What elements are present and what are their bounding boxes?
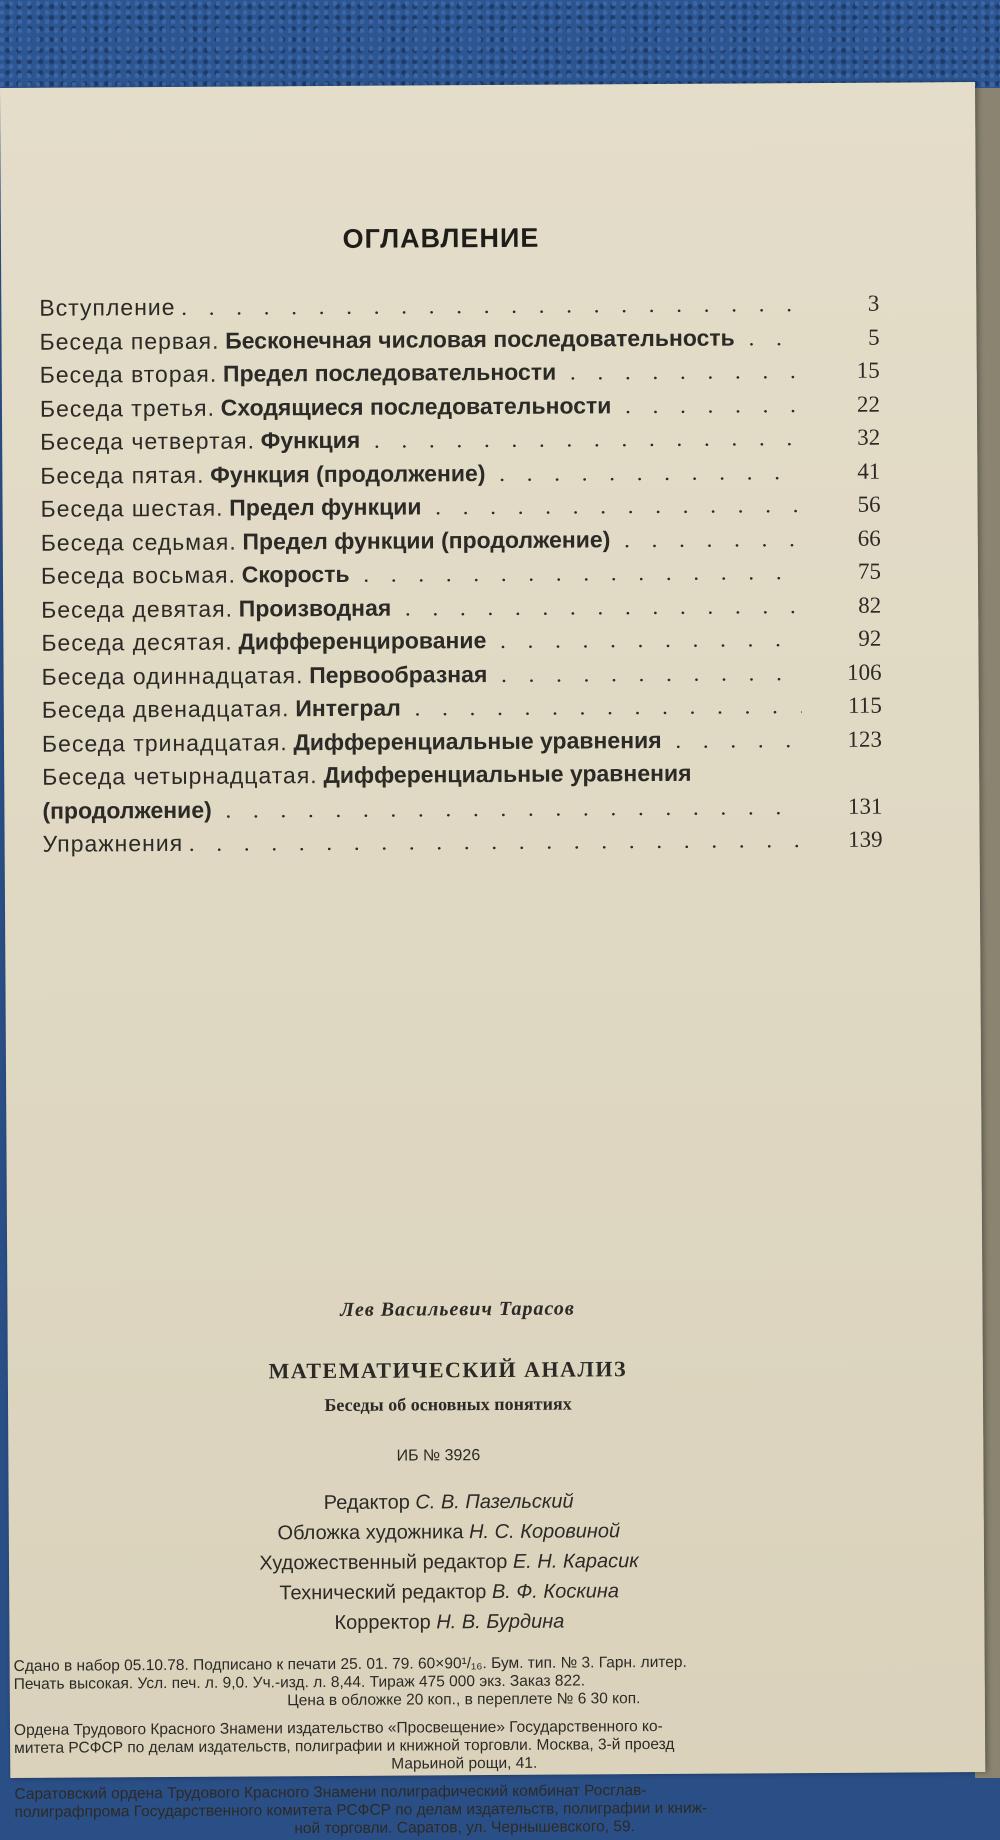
toc-entry-page: 41 <box>802 454 880 488</box>
toc-entry-prefix: Беседа девятая. <box>41 595 233 622</box>
toc-entry-page: 139 <box>805 823 883 857</box>
toc-entry-page: 22 <box>802 387 880 421</box>
toc-entry-title: Первообразная <box>309 661 487 688</box>
toc-entry-title: Сходящиеся последовательности <box>221 392 612 420</box>
toc-entry-page: 3 <box>801 287 879 321</box>
colophon <box>14 1652 915 1839</box>
toc-entry-page: 115 <box>804 689 882 723</box>
author-name: Лев Васильевич Тарасов <box>7 1295 907 1323</box>
toc-entry-page: 75 <box>803 555 881 589</box>
book-title: МАТЕМАТИЧЕСКИЙ АНАЛИЗ <box>0 1355 898 1386</box>
toc-entry <box>41 555 881 594</box>
toc-entry-prefix: Беседа тринадцатая. <box>42 729 288 757</box>
toc-entry-title: Дифференциальные уравнения <box>293 726 661 754</box>
toc-entry-prefix: Беседа четвертая. <box>40 427 255 454</box>
toc-entry-title: Бесконечная числовая последовательность <box>225 324 735 353</box>
toc-entry <box>41 521 881 560</box>
toc-entry-title: Дифференцирование <box>238 627 486 655</box>
toc-entry-prefix: Беседа первая. <box>39 327 219 354</box>
toc-entry <box>42 789 882 828</box>
toc-entry <box>43 823 883 862</box>
toc-entry <box>39 320 879 359</box>
ib-number: ИБ № 3926 <box>0 1445 888 1468</box>
colophon-line: полиграфпрома Государственного комитета РСФСР по делам издательств, полиграфии и книж- <box>14 1798 914 1821</box>
toc-entry-title: Предел функции (продолжение) <box>242 526 610 554</box>
toc-entry-page: 106 <box>803 655 881 689</box>
book-subtitle: Беседы об основных понятиях <box>0 1392 898 1418</box>
toc-entry-page: 66 <box>803 521 881 555</box>
staff-name: В. Ф. Коскина <box>492 1580 619 1603</box>
colophon-line: Ордена Трудового Красного Знамени издательство «Просвещение» Государственного ко- <box>14 1716 914 1739</box>
toc-entry <box>41 588 881 627</box>
toc-entry-page: 131 <box>804 789 882 823</box>
toc-entry <box>41 655 881 694</box>
toc-entry-prefix: Вступление <box>39 294 175 321</box>
toc-entry <box>40 488 880 527</box>
toc-entry <box>42 722 882 761</box>
toc-entry-prefix: Беседа пятая. <box>40 461 204 488</box>
staff-role: Технический редактор <box>279 1581 486 1604</box>
table-of-contents <box>39 287 882 862</box>
book-page <box>0 82 985 1778</box>
toc-entry-prefix: Беседа десятая. <box>41 629 233 656</box>
toc-entry-prefix: Беседа двенадцатая. <box>42 695 290 723</box>
toc-entry-prefix: Беседа третья. <box>40 394 215 421</box>
toc-entry <box>40 421 880 460</box>
staff-name: Е. Н. Карасик <box>513 1550 639 1573</box>
toc-entry-page: 82 <box>803 588 881 622</box>
toc-entry <box>40 354 880 393</box>
toc-entry <box>40 387 880 426</box>
toc-entry-prefix: Беседа восьмая. <box>41 562 236 589</box>
toc-entry-title: Предел последовательности <box>223 359 556 387</box>
toc-entry-page: 5 <box>801 320 879 354</box>
toc-entry <box>42 689 882 728</box>
colophon-line: Печать высокая. Усл. печ. л. 9,0. Уч.-изд. л. 8,44. Тираж 475 000 экз. Заказ 822. <box>14 1670 914 1693</box>
staff-credits <box>9 1485 890 1640</box>
toc-entry-prefix: Беседа четырнадцатая. <box>42 762 318 790</box>
toc-entry-prefix: Беседа седьмая. <box>41 528 237 555</box>
toc-entry-prefix: Беседа одиннадцатая. <box>42 662 304 690</box>
toc-entry-page: 15 <box>802 354 880 388</box>
toc-entry-title: Дифференциальные уравнения <box>323 760 691 788</box>
toc-title: ОГЛАВЛЕНИЕ <box>1 221 881 257</box>
colophon-line: ной торговли. Саратов, ул. Чернышевского, 59. <box>15 1816 915 1839</box>
colophon-line: Саратовский ордена Трудового Красного Знамени полиграфический комбинат Росглав- <box>14 1780 914 1803</box>
toc-entry-title: Скорость <box>242 561 350 588</box>
toc-entry-title: Функция <box>261 427 361 454</box>
toc-entry-prefix: Беседа вторая. <box>40 361 218 388</box>
staff-role: Художественный редактор <box>259 1551 507 1575</box>
colophon-line: Сдано в набор 05.10.78. Подписано к печати 25. 01. 79. 60×90¹/₁₆. Бум. тип. № 3. Гарн. литер. <box>14 1652 914 1675</box>
toc-entry-prefix: Беседа шестая. <box>40 495 223 522</box>
toc-entry-title: Производная <box>239 594 392 621</box>
toc-entry <box>39 287 879 326</box>
toc-entry-page: 123 <box>804 722 882 756</box>
toc-entry-title: Предел функции <box>229 493 421 520</box>
toc-entry-page: 56 <box>802 488 880 522</box>
toc-entry <box>42 756 882 795</box>
colophon-line: Цена в обложке 20 коп., в переплете № 6 30 коп. <box>14 1688 914 1711</box>
toc-entry-page: 92 <box>803 622 881 656</box>
staff-name: С. В. Пазельский <box>415 1491 573 1514</box>
staff-name: Н. В. Бурдина <box>436 1611 564 1634</box>
staff-role: Корректор <box>334 1611 430 1634</box>
toc-entry-title: Интеграл <box>295 695 401 722</box>
staff-role: Обложка художника <box>277 1521 463 1544</box>
toc-entry-title: Функция (продолжение) <box>210 460 485 488</box>
toc-entry <box>41 622 881 661</box>
toc-entry-page: 32 <box>802 421 880 455</box>
staff-role: Редактор <box>324 1492 410 1515</box>
toc-entry <box>40 454 880 493</box>
staff-name: Н. С. Коровиной <box>469 1520 620 1543</box>
toc-entry-title: (продолжение) <box>42 796 211 823</box>
toc-entry-prefix: Упражнения <box>43 830 184 857</box>
colophon-line: Марьиной рощи, 41. <box>14 1752 914 1775</box>
colophon-line: митета РСФСР по делам издательств, полиграфии и книжной торговли. Москва, 3-й проезд <box>14 1734 914 1757</box>
staff-credit <box>9 1605 889 1640</box>
